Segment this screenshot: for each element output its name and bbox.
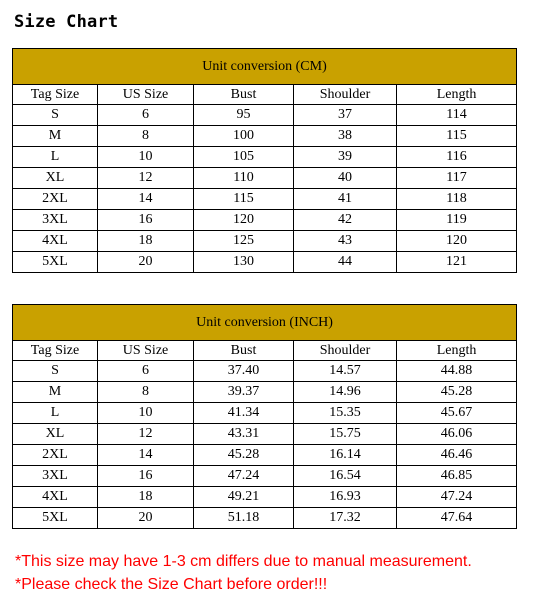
cell-tag-size: 4XL bbox=[13, 487, 98, 508]
cell-bust: 115 bbox=[194, 189, 294, 210]
cell-bust: 95 bbox=[194, 105, 294, 126]
cell-us-size: 6 bbox=[98, 105, 194, 126]
table-row bbox=[13, 189, 517, 210]
cell-tag-size: XL bbox=[13, 168, 98, 189]
cell-bust: 120 bbox=[194, 210, 294, 231]
cell-tag-size: M bbox=[13, 126, 98, 147]
header-row bbox=[13, 85, 517, 105]
cell-shoulder: 15.35 bbox=[294, 403, 397, 424]
header-row bbox=[13, 341, 517, 361]
cell-bust: 105 bbox=[194, 147, 294, 168]
size-table-cm bbox=[12, 48, 517, 273]
cell-length: 47.64 bbox=[397, 508, 517, 529]
cell-bust: 130 bbox=[194, 252, 294, 273]
cell-tag-size: XL bbox=[13, 424, 98, 445]
size-table-inch bbox=[12, 304, 517, 529]
cell-length: 117 bbox=[397, 168, 517, 189]
cell-tag-size: L bbox=[13, 403, 98, 424]
cell-shoulder: 14.57 bbox=[294, 361, 397, 382]
cell-us-size: 18 bbox=[98, 231, 194, 252]
cell-us-size: 10 bbox=[98, 403, 194, 424]
cell-shoulder: 16.14 bbox=[294, 445, 397, 466]
cell-us-size: 14 bbox=[98, 189, 194, 210]
cell-tag-size: 5XL bbox=[13, 508, 98, 529]
table-row bbox=[13, 210, 517, 231]
cell-tag-size: L bbox=[13, 147, 98, 168]
cell-us-size: 16 bbox=[98, 466, 194, 487]
cell-length: 46.06 bbox=[397, 424, 517, 445]
cell-length: 44.88 bbox=[397, 361, 517, 382]
cell-tag-size: 5XL bbox=[13, 252, 98, 273]
table-row bbox=[13, 231, 517, 252]
cell-shoulder: 16.93 bbox=[294, 487, 397, 508]
cell-us-size: 8 bbox=[98, 126, 194, 147]
header-tag-size: Tag Size bbox=[13, 341, 98, 361]
cell-bust: 49.21 bbox=[194, 487, 294, 508]
header-length: Length bbox=[397, 341, 517, 361]
cell-bust: 47.24 bbox=[194, 466, 294, 487]
cell-us-size: 16 bbox=[98, 210, 194, 231]
cell-tag-size: 2XL bbox=[13, 189, 98, 210]
cell-us-size: 12 bbox=[98, 424, 194, 445]
table-row bbox=[13, 168, 517, 189]
table-row bbox=[13, 105, 517, 126]
table-row bbox=[13, 445, 517, 466]
cell-us-size: 6 bbox=[98, 361, 194, 382]
cell-shoulder: 41 bbox=[294, 189, 397, 210]
cell-tag-size: S bbox=[13, 361, 98, 382]
cell-shoulder: 17.32 bbox=[294, 508, 397, 529]
cell-shoulder: 44 bbox=[294, 252, 397, 273]
table-row bbox=[13, 508, 517, 529]
cell-shoulder: 38 bbox=[294, 126, 397, 147]
cell-shoulder: 39 bbox=[294, 147, 397, 168]
cell-tag-size: M bbox=[13, 382, 98, 403]
disclaimer-note: *This size may have 1-3 cm differs due to manual measurement. bbox=[15, 553, 472, 570]
cell-tag-size: 2XL bbox=[13, 445, 98, 466]
table-row bbox=[13, 126, 517, 147]
cell-us-size: 20 bbox=[98, 508, 194, 529]
cell-bust: 51.18 bbox=[194, 508, 294, 529]
cell-us-size: 18 bbox=[98, 487, 194, 508]
cell-bust: 100 bbox=[194, 126, 294, 147]
cell-length: 114 bbox=[397, 105, 517, 126]
table-row bbox=[13, 403, 517, 424]
cell-bust: 45.28 bbox=[194, 445, 294, 466]
cell-length: 46.46 bbox=[397, 445, 517, 466]
header-shoulder: Shoulder bbox=[294, 85, 397, 105]
order-reminder-note: *Please check the Size Chart before order!!! bbox=[15, 576, 328, 593]
cell-tag-size: S bbox=[13, 105, 98, 126]
cell-us-size: 8 bbox=[98, 382, 194, 403]
table-row bbox=[13, 487, 517, 508]
cell-shoulder: 14.96 bbox=[294, 382, 397, 403]
header-bust: Bust bbox=[194, 85, 294, 105]
cell-length: 121 bbox=[397, 252, 517, 273]
cell-length: 45.28 bbox=[397, 382, 517, 403]
cell-length: 47.24 bbox=[397, 487, 517, 508]
header-bust: Bust bbox=[194, 341, 294, 361]
cell-length: 115 bbox=[397, 126, 517, 147]
cell-shoulder: 16.54 bbox=[294, 466, 397, 487]
page-title: Size Chart bbox=[14, 12, 119, 32]
cell-shoulder: 40 bbox=[294, 168, 397, 189]
cell-length: 45.67 bbox=[397, 403, 517, 424]
cell-tag-size: 3XL bbox=[13, 210, 98, 231]
cell-shoulder: 43 bbox=[294, 231, 397, 252]
cell-bust: 110 bbox=[194, 168, 294, 189]
header-tag-size: Tag Size bbox=[13, 85, 98, 105]
cell-us-size: 14 bbox=[98, 445, 194, 466]
header-us-size: US Size bbox=[98, 341, 194, 361]
table-caption-inch: Unit conversion (INCH) bbox=[13, 305, 517, 341]
cell-length: 118 bbox=[397, 189, 517, 210]
cell-bust: 125 bbox=[194, 231, 294, 252]
cell-shoulder: 37 bbox=[294, 105, 397, 126]
cell-us-size: 12 bbox=[98, 168, 194, 189]
table-row bbox=[13, 147, 517, 168]
table-row bbox=[13, 382, 517, 403]
cell-length: 119 bbox=[397, 210, 517, 231]
cell-bust: 37.40 bbox=[194, 361, 294, 382]
cell-length: 46.85 bbox=[397, 466, 517, 487]
table-caption-cm: Unit conversion (CM) bbox=[13, 49, 517, 85]
cell-shoulder: 42 bbox=[294, 210, 397, 231]
cell-us-size: 20 bbox=[98, 252, 194, 273]
header-us-size: US Size bbox=[98, 85, 194, 105]
cell-tag-size: 4XL bbox=[13, 231, 98, 252]
cell-bust: 39.37 bbox=[194, 382, 294, 403]
cell-bust: 41.34 bbox=[194, 403, 294, 424]
cell-us-size: 10 bbox=[98, 147, 194, 168]
table-row bbox=[13, 424, 517, 445]
table-row bbox=[13, 466, 517, 487]
header-shoulder: Shoulder bbox=[294, 341, 397, 361]
cell-bust: 43.31 bbox=[194, 424, 294, 445]
table-row bbox=[13, 252, 517, 273]
cell-shoulder: 15.75 bbox=[294, 424, 397, 445]
header-length: Length bbox=[397, 85, 517, 105]
table-row bbox=[13, 361, 517, 382]
cell-length: 116 bbox=[397, 147, 517, 168]
cell-tag-size: 3XL bbox=[13, 466, 98, 487]
cell-length: 120 bbox=[397, 231, 517, 252]
